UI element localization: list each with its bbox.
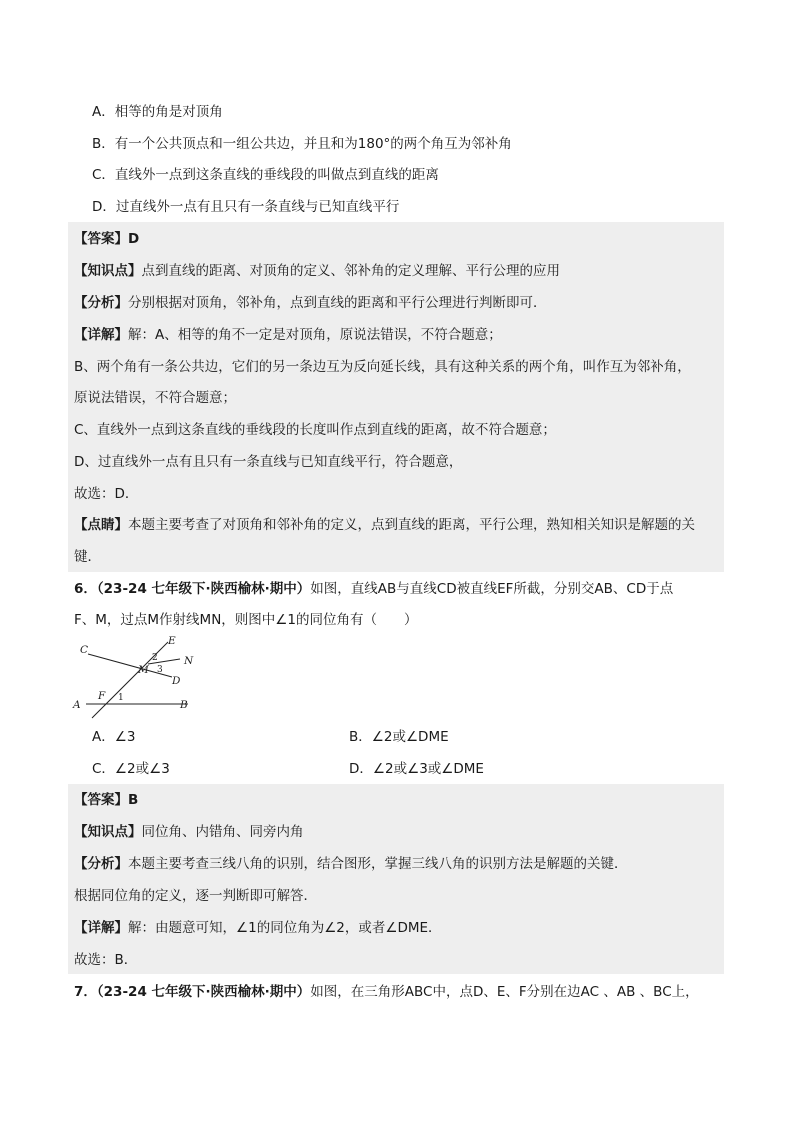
q5-option-b: B．有一个公共顶点和一组公共边，并且和为180°的两个角互为邻补角 — [92, 136, 512, 152]
q6-stem-line2: F、M，过点M作射线MN，则图中∠1的同位角有（ ） — [74, 612, 418, 628]
q5-detail-line-b2: 原说法错误，不符合题意； — [74, 390, 236, 406]
angle-3-label: 3 — [157, 665, 163, 675]
q5-detail-line-d: D、过直线外一点有且只有一条直线与已知直线平行，符合题意， — [74, 454, 463, 470]
q5-detail-line-c: C、直线外一点到这条直线的垂线段的长度叫作点到直线的距离，故不符合题意； — [74, 422, 556, 438]
q5-conclusion: 故选：D． — [74, 486, 139, 502]
q5-detail: 【详解】解：A、相等的角不一定是对顶角，原说法错误，不符合题意； — [74, 327, 502, 343]
q6-answer: 【答案】B — [74, 792, 139, 808]
label-m: M — [138, 664, 149, 676]
q5-option-c: C．直线外一点到这条直线的垂线段的叫做点到直线的距离 — [92, 167, 439, 183]
q6-knowledge: 【知识点】同位角、内错角、同旁内角 — [74, 824, 304, 840]
angle-1-label: 1 — [118, 693, 124, 703]
label-b: B — [180, 699, 188, 711]
label-e: E — [168, 635, 176, 647]
q6-analysis: 【分析】本题主要考查三线八角的识别，结合图形，掌握三线八角的识别方法是解题的关键． — [74, 856, 628, 872]
q7-stem: 7．（23-24 七年级下·陕西榆林·期中）如图，在三角形ABC中，点D、E、F分别在边AC 、AB 、BC上， — [74, 984, 699, 1000]
label-a: A — [73, 699, 81, 711]
label-n: N — [184, 655, 194, 667]
q5-knowledge: 【知识点】点到直线的距离、对顶角的定义、邻补角的定义理解、平行公理的应用 — [74, 263, 560, 279]
label-d: D — [172, 675, 181, 687]
q6-option-b: B．∠2或∠DME — [349, 729, 449, 745]
q6-option-d: D．∠2或∠3或∠DME — [349, 761, 484, 777]
q5-option-d: D．过直线外一点有且只有一条直线与已知直线平行 — [92, 199, 400, 215]
q5-detail-line-b: B、两个角有一条公共边，它们的另一条边互为反向延长线，具有这种关系的两个角，叫作互为邻补角， — [74, 359, 691, 375]
label-f: F — [98, 690, 106, 702]
q6-analysis-line2: 根据同位角的定义，逐一判断即可解答． — [74, 888, 317, 904]
label-c: C — [80, 644, 89, 656]
q5-answer: 【答案】D — [74, 231, 140, 247]
q6-conclusion: 故选：B． — [74, 952, 138, 968]
q6-stem-line1: 6．（23-24 七年级下·陕西榆林·期中）如图，直线AB与直线CD被直线EF所截，分别交AB、CD于点 — [74, 581, 674, 597]
q6-detail: 【详解】解：由题意可知，∠1的同位角为∠2，或者∠DME． — [74, 920, 442, 936]
q5-analysis: 【分析】分别根据对顶角，邻补角，点到直线的距离和平行公理进行判断即可． — [74, 295, 547, 311]
q5-comment: 【点睛】本题主要考查了对顶角和邻补角的定义，点到直线的距离，平行公理，熟知相关知识是解题的关 — [74, 517, 695, 533]
q6-geometry-figure — [70, 632, 200, 722]
angle-2-label: 2 — [152, 653, 158, 663]
q6-option-c: C．∠2或∠3 — [92, 761, 170, 777]
q6-solution-box — [68, 784, 724, 974]
q5-option-a: A．相等的角是对顶角 — [92, 104, 223, 120]
q6-option-a: A．∠3 — [92, 729, 136, 745]
q5-comment-line2: 键． — [74, 549, 101, 565]
